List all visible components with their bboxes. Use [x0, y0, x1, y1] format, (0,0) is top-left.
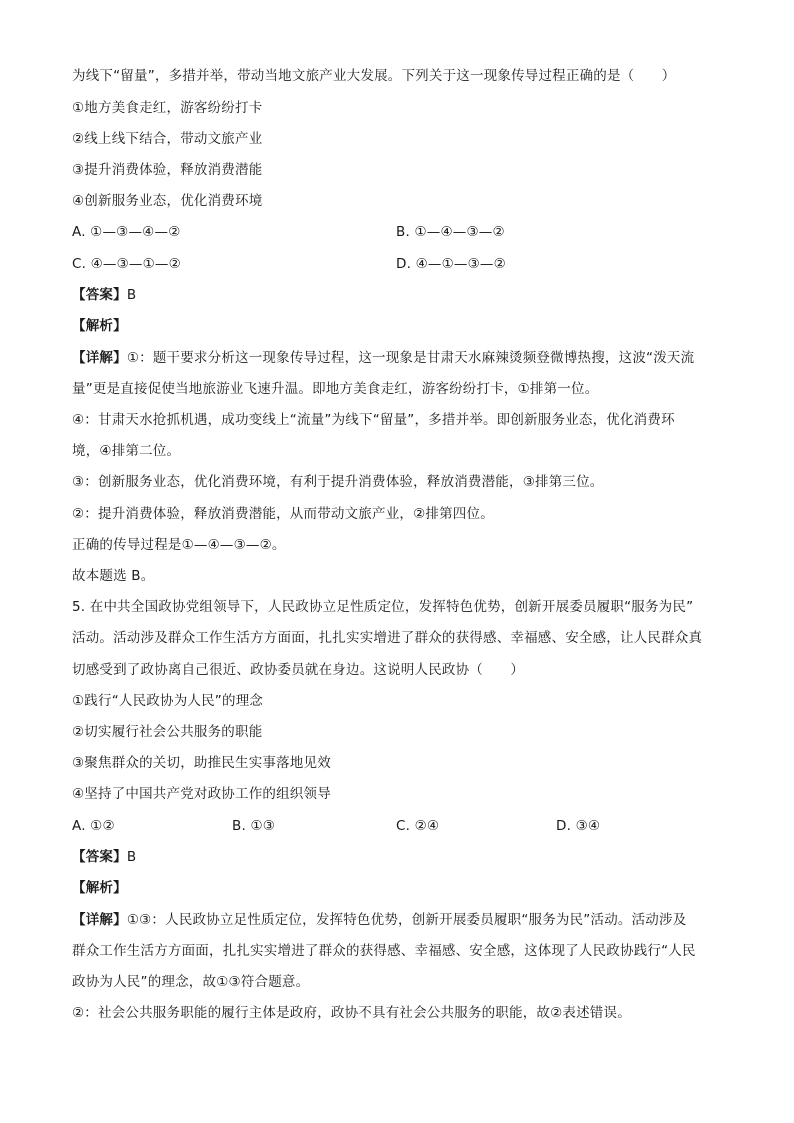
q5-detail-line-1: [72, 910, 686, 930]
q5-option-d: D. ③④: [556, 818, 601, 834]
q5-stem-line-2: 活动。活动涉及群众工作生活方方面面，扎扎实实增进了群众的获得感、幸福感、安全感，让人民群众真: [72, 630, 703, 646]
q4-answer-label: 【答案】: [72, 287, 127, 303]
q4-option-d: D. ④—①—③—②: [396, 256, 506, 272]
q5-detail-line-3: 政协为人民”的理念，故①③符合题意。: [72, 974, 310, 990]
q4-detail-line-8: 故本题选 B。: [72, 568, 155, 584]
q4-detail-line-6: ②：提升消费体验，释放消费潜能，从而带动文旅产业，②排第四位。: [72, 506, 494, 522]
q4-option-c: C. ④—③—①—②: [72, 256, 181, 272]
q5-item-2: ②切实履行社会公共服务的职能: [72, 724, 263, 740]
q4-detail-line-3: ④：甘肃天水抢抓机遇，成功变线上“流量”为线下“留量”，多措并举。即创新服务业态，优化消费环: [72, 412, 675, 428]
q5-item-4: ④坚持了中国共产党对政协工作的组织领导: [72, 786, 331, 802]
q5-stem-line-3: 切感受到了政协离自己很近、政协委员就在身边。这说明人民政协（ ）: [72, 662, 525, 678]
q4-detail-text-1: ①：题干要求分析这一现象传导过程，这一现象是甘肃天水麻辣烫频登微博热搜，这波“泼天流: [126, 350, 695, 366]
q4-detail-label: 【详解】: [72, 350, 127, 366]
q4-detail-line-4: 境，④排第二位。: [72, 443, 181, 459]
q5-detail-text-1: ①③：人民政协立足性质定位，发挥特色优势，创新开展委员履职“服务为民”活动。活动涉及: [126, 912, 687, 928]
q4-answer-value: B: [126, 287, 137, 303]
q5-detail-label: 【详解】: [72, 912, 127, 928]
q5-option-c: C. ②④: [396, 818, 440, 834]
q5-answer-label: 【答案】: [72, 849, 127, 865]
q5-detail-line-2: 群众工作生活方方面面，扎扎实实增进了群众的获得感、幸福感、安全感，这体现了人民政协践行“人民: [72, 943, 696, 959]
q4-answer: [72, 285, 136, 305]
q4-option-b: B. ①—④—③—②: [396, 224, 505, 240]
q4-item-2: ②线上线下结合，带动文旅产业: [72, 131, 263, 147]
q5-detail-line-4: ②：社会公共服务职能的履行主体是政府，政协不具有社会公共服务的职能，故②表述错误。: [72, 1005, 631, 1021]
q4-detail-line-1: [72, 348, 694, 368]
q4-option-a: A. ①—③—④—②: [72, 224, 181, 240]
q4-item-4: ④创新服务业态，优化消费环境: [72, 193, 263, 209]
q4-stem-tail: 为线下“留量”，多措并举，带动当地文旅产业大发展。下列关于这一现象传导过程正确的是（ ）: [72, 68, 676, 84]
q5-option-a: A. ①②: [72, 818, 115, 834]
q4-item-1: ①地方美食走红，游客纷纷打卡: [72, 100, 263, 116]
q5-analysis-label: 【解析】: [72, 880, 127, 896]
q5-item-3: ③聚焦群众的关切，助推民生实事落地见效: [72, 755, 331, 771]
q5-option-b: B. ①③: [232, 818, 276, 834]
q4-detail-line-7: 正确的传导过程是①—④—③—②。: [72, 537, 286, 553]
q4-detail-line-2: 量”更是直接促使当地旅游业飞速升温。即地方美食走红，游客纷纷打卡，①排第一位。: [72, 381, 599, 397]
q5-item-1: ①践行“人民政协为人民”的理念: [72, 693, 264, 709]
q4-analysis-label: 【解析】: [72, 318, 127, 334]
q5-stem-line-1: 5. 在中共全国政协党组领导下，人民政协立足性质定位，发挥特色优势，创新开展委员履职“服务为民”: [72, 599, 694, 615]
q5-answer: [72, 847, 136, 867]
q4-item-3: ③提升消费体验，释放消费潜能: [72, 162, 263, 178]
q4-detail-line-5: ③：创新服务业态，优化消费环境，有利于提升消费体验，释放消费潜能，③排第三位。: [72, 474, 604, 490]
q5-answer-value: B: [126, 849, 137, 865]
